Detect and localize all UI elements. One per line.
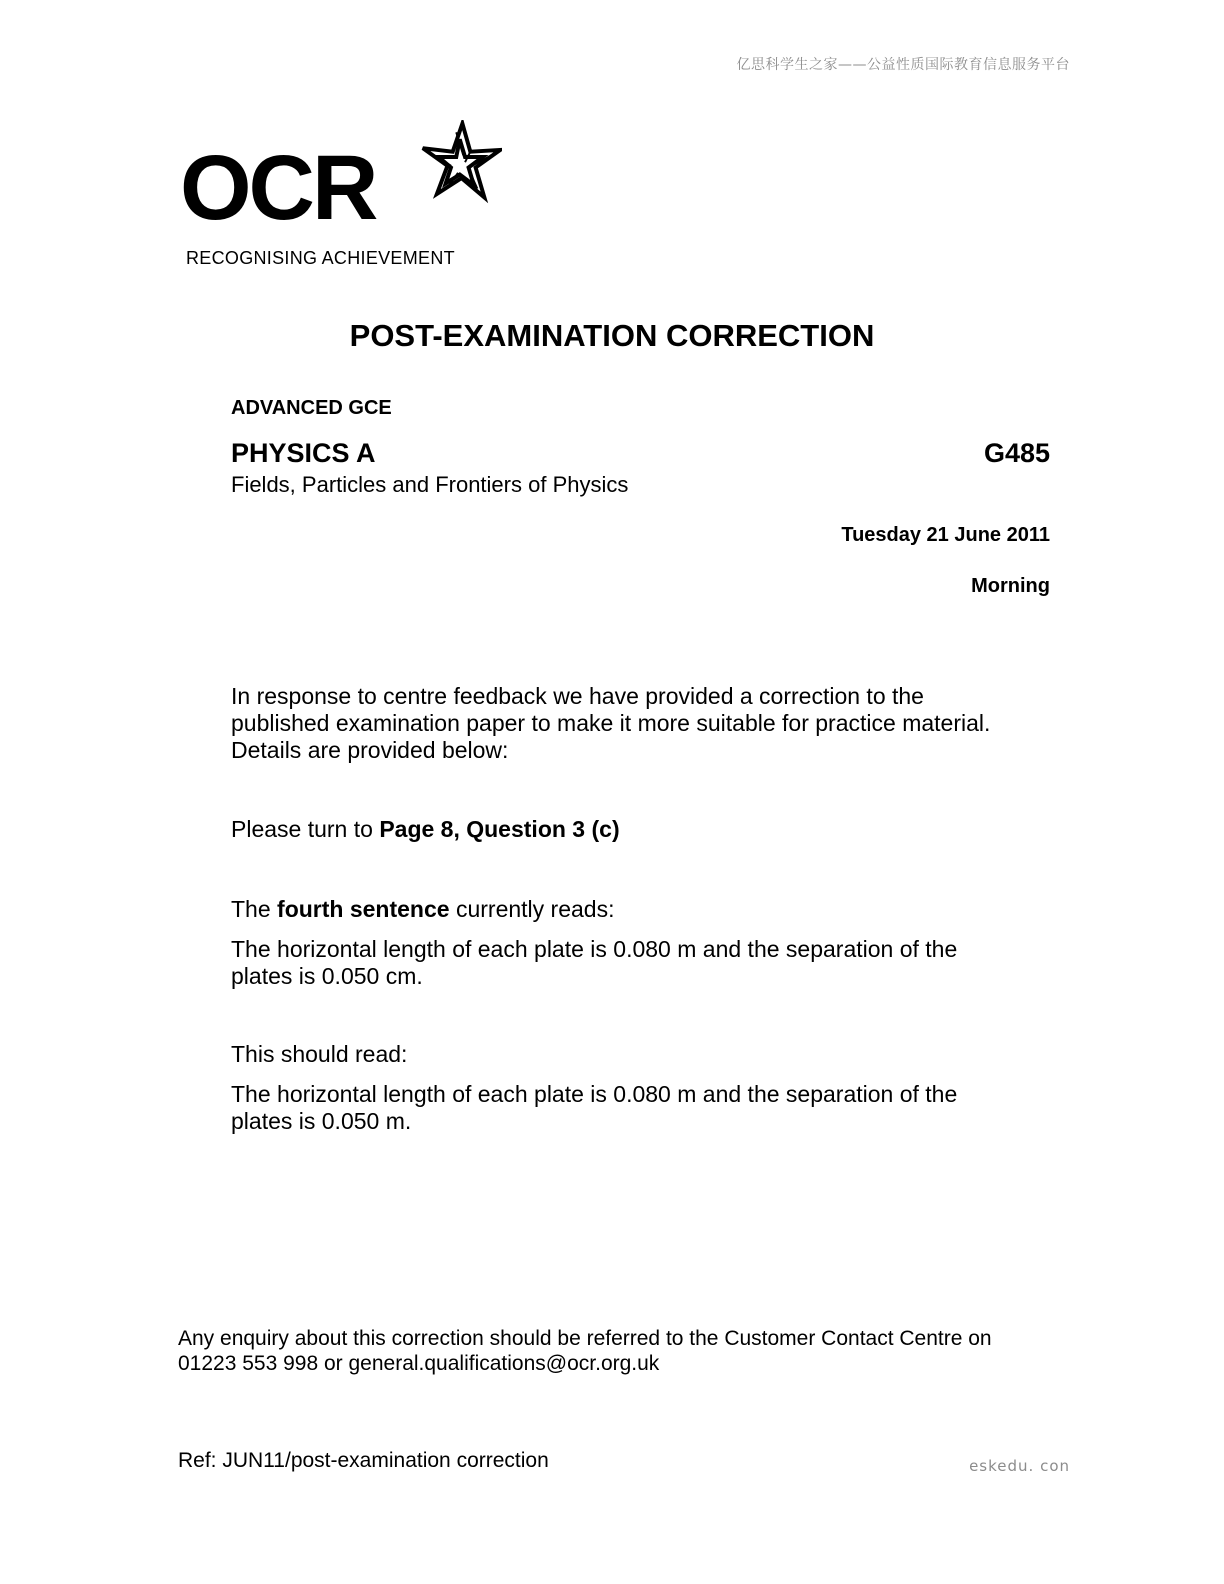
fourth-prefix: The xyxy=(231,896,278,922)
exam-session: Morning xyxy=(971,575,1050,597)
fourth-sentence-label: fourth sentence xyxy=(277,896,450,922)
fourth-sentence-paragraph xyxy=(231,896,1011,923)
should-read-label: This should read: xyxy=(231,1041,408,1067)
turn-prefix: Please turn to xyxy=(231,816,380,842)
subject-title: PHYSICS A xyxy=(231,438,376,468)
intro-paragraph: In response to centre feedback we have provided a correction to the published examination paper to make it more suitable for practice material. Details are provided below: xyxy=(231,683,991,763)
logo-tagline: RECOGNISING ACHIEVEMENT xyxy=(186,248,455,268)
page-title: POST-EXAMINATION CORRECTION xyxy=(349,318,875,353)
current-text-paragraph: The horizontal length of each plate is 0.080 m and the separation of the plates is 0.050 cm. xyxy=(231,936,958,989)
unit-title: Fields, Particles and Frontiers of Physics xyxy=(231,472,629,497)
ocr-logo xyxy=(178,120,508,275)
turn-to-paragraph xyxy=(231,816,1011,843)
corrected-text-paragraph: The horizontal length of each plate is 0.080 m and the separation of the plates is 0.050 m. xyxy=(231,1081,958,1134)
fourth-suffix: currently reads: xyxy=(449,896,615,922)
qualification-label: ADVANCED GCE xyxy=(231,397,392,419)
page-question-reference: Page 8, Question 3 (c) xyxy=(379,816,620,842)
star-icon xyxy=(414,120,502,208)
logo-wordmark: OCR xyxy=(180,137,376,239)
unit-code: G485 xyxy=(983,438,1050,468)
exam-date: Tuesday 21 June 2011 xyxy=(841,524,1050,546)
enquiry-paragraph: Any enquiry about this correction should be referred to the Customer Contact Centre on 01223 553 998 or general.qualifications@ocr.org.uk xyxy=(178,1327,992,1375)
header-watermark: 亿思科学生之家——公益性质国际教育信息服务平台 xyxy=(736,57,1070,73)
footer-watermark: eskedu. con xyxy=(969,1457,1070,1475)
reference-line: Ref: JUN11/post-examination correction xyxy=(178,1449,549,1472)
